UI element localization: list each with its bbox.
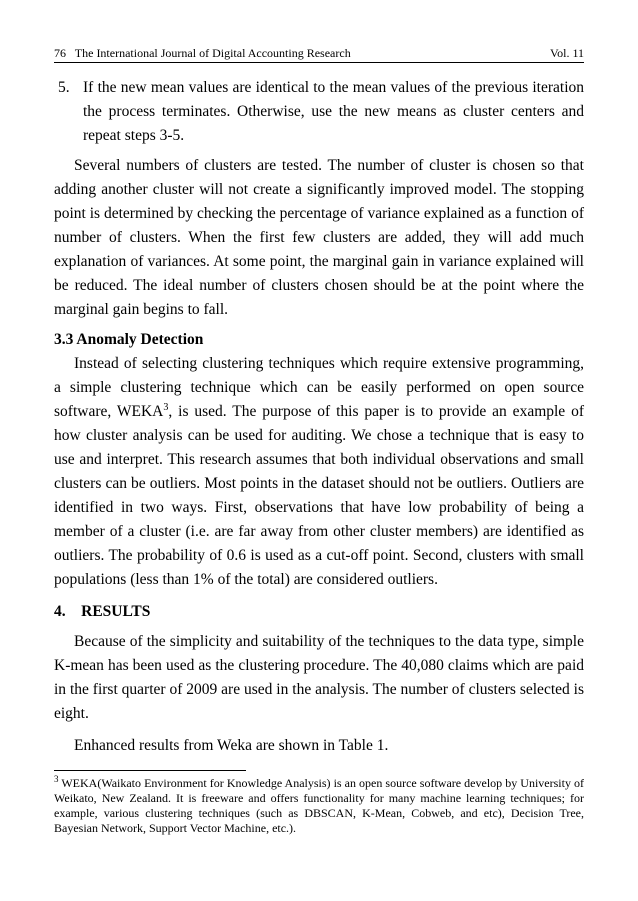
footnote-mark: 3 xyxy=(54,774,59,784)
list-item-number: 5. xyxy=(58,79,70,96)
footnote-separator xyxy=(54,770,246,771)
paragraph-table-reference: Enhanced results from Weka are shown in Table 1. xyxy=(74,737,389,754)
list-item-step-5 xyxy=(54,76,584,148)
footnote xyxy=(54,776,584,836)
paragraph-cluster-number: Several numbers of clusters are tested. The number of cluster is chosen so that adding another cluster will not create a significantly improved model. The stopping point is determined by checking the percentage of variance explained as a function of number of clusters. When the first few clusters are added, they will add much explanation of variances. At some point, the marginal gain in variance explained will be reduced. The ideal number of clusters chosen should be at the point where the marginal gain begins to fall. xyxy=(54,157,584,318)
paragraph-results: Because of the simplicity and suitability of the techniques to the data type, simple K-mean has been used as the clustering procedure. The 40,080 claims which are paid in the first quarter of 2009 are used in the analysis. The number of clusters selected is eight. xyxy=(54,633,584,722)
main-text xyxy=(54,72,584,836)
list-item-text: If the new mean values are identical to the mean values of the previous iteration the process terminates. Otherwise, use the new means as cluster centers and repeat steps 3-5. xyxy=(83,79,584,144)
paragraph-anomaly-text-b: , is used. The purpose of this paper is to provide an example of how cluster analysis can be used for auditing. We chose a technique that is easy to use and interpret. This research assumes that both individual observations and small clusters can be outliers. Most points in the dataset should not be outliers. Outliers are identified in two ways. First, observations that have low probability of being a member of a cluster (i.e. are far away from other cluster members) are identified as outliers. The probability of 0.6 is used as a cut-off point. Second, clusters with small populations (less than 1% of the total) are considered outliers. xyxy=(54,403,585,588)
paragraph-anomaly-detection xyxy=(54,352,584,592)
footnote-reference: 3 xyxy=(163,401,169,413)
header-volume: Vol. 11 xyxy=(549,46,584,60)
section-heading-results: 4. RESULTS xyxy=(54,603,151,620)
section-heading-anomaly-detection: 3.3 Anomaly Detection xyxy=(54,331,204,348)
paragraph-anomaly-text-a: Instead of selecting clustering techniques which require extensive programming, a simple clustering technique which can be easily performed on open source software, WEKA xyxy=(54,355,584,420)
header-journal-title: 76 The International Journal of Digital Accounting Research xyxy=(54,46,351,60)
running-header xyxy=(54,44,584,63)
footnote-text: WEKA(Waikato Environment for Knowledge Analysis) is an open source software develop by University of Weikato, New Zealand. It is freeware and offers functionality for many machine learning techniques; for example, various clustering techniques (such as DBSCAN, K-Mean, Cobweb, and etc), Decision Tree, Bayesian Network, Support Vector Machine, etc.). xyxy=(54,776,584,835)
